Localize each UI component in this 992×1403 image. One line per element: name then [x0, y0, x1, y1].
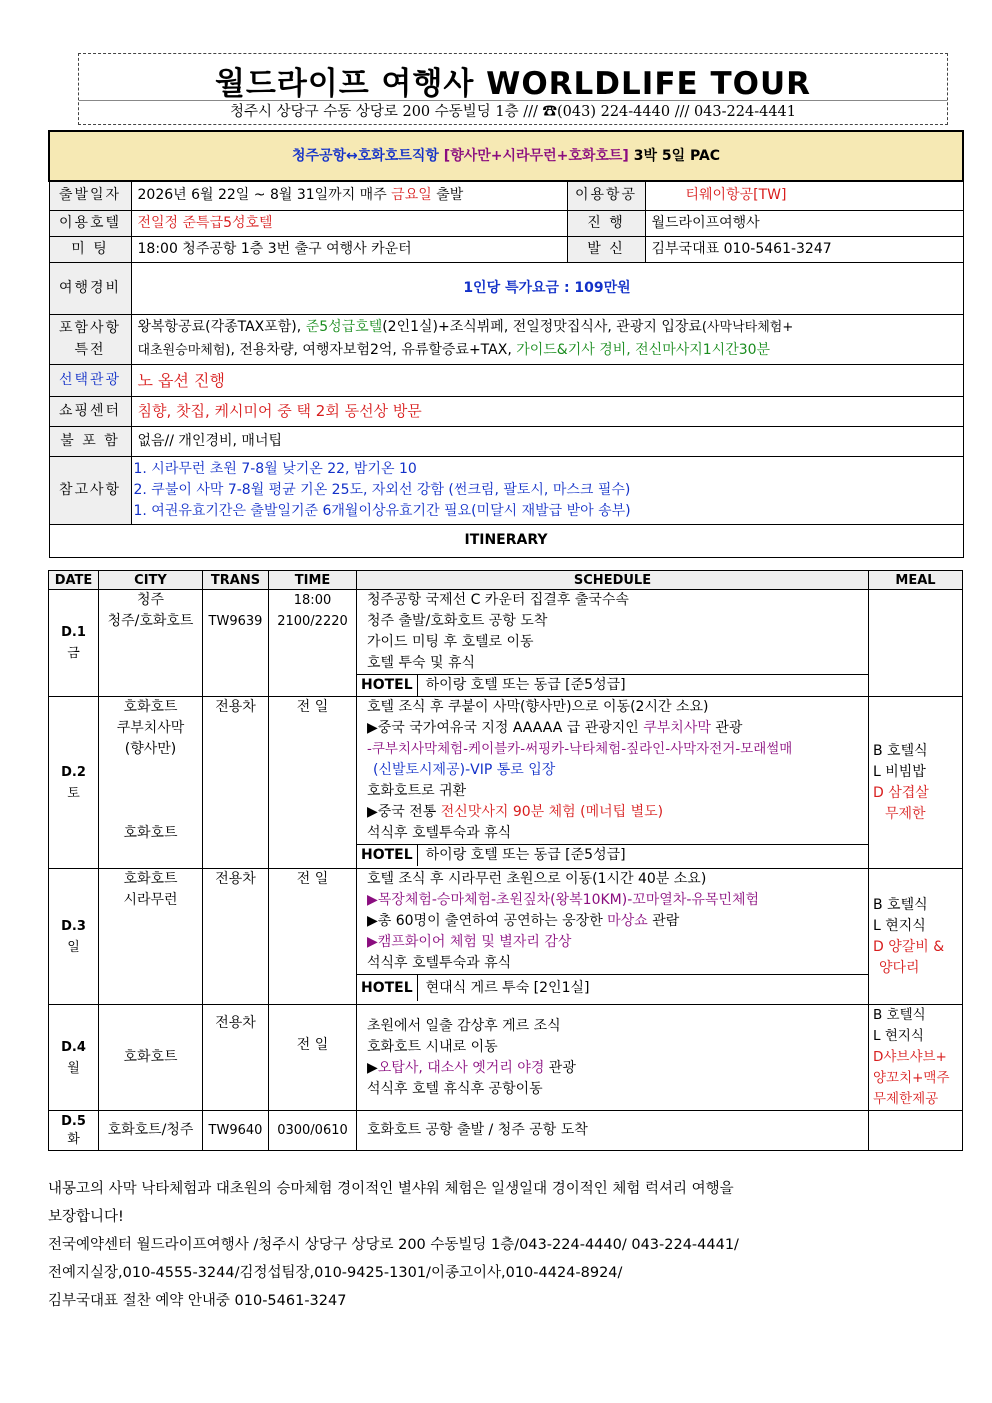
itinerary-heading: ITINERARY	[49, 524, 963, 557]
airline-label: 이용항공	[567, 181, 645, 210]
footer-line-2: 보장합니다!	[48, 1209, 124, 1225]
day3-city: 호화호트 시라무런	[99, 869, 203, 1005]
col-meal: MEAL	[869, 571, 963, 590]
company-header	[78, 53, 948, 125]
day2-trans: 전용차	[203, 697, 269, 869]
footer-line-4: 전예지실장,010-4555-3244/김정섭팀장,010-9425-1301/이종고이사,010-4424-8924/	[48, 1265, 623, 1281]
day1-hotel-tag: HOTEL	[357, 675, 418, 696]
itinerary-day-2	[49, 697, 963, 869]
product-title-destinations: [향사만+시라무런+호화호트]	[443, 147, 629, 164]
option-value: 노 옵션 진행	[131, 364, 963, 396]
day4-meal: B 호텔식 L 현지식 D샤브샤브+ 양꼬치+맥주 무제한제공	[869, 1005, 963, 1111]
day5-city: 호화호트/청주	[99, 1111, 203, 1151]
includes-label: 포함사항 특전	[49, 314, 131, 364]
day3-schedule: 호텔 조식 후 시라무런 초원으로 이동(1시간 40분 소요) ▶목장체험-승마체험-초원짚차(왕복10KM)-꼬마열차-유목민체험 ▶총 60명이 출연하여 공연하는 웅장한 마상쇼 관람 ▶캠프화이어 체험 및 별자리 감상 석식후 호텔투숙과 휴식 HOTEL 현대식 게르 투숙 [2인1실]	[357, 869, 869, 1005]
hotel-label: 이용호텔	[49, 210, 131, 236]
col-city: CITY	[99, 571, 203, 590]
day2-date: D.2 토	[49, 697, 99, 869]
excludes-value: 없음// 개인경비, 매너팁	[131, 426, 963, 456]
itinerary-table	[48, 570, 963, 1151]
itinerary-day-1	[49, 590, 963, 697]
itinerary-day-5	[49, 1111, 963, 1151]
day3-hotel-tag: HOTEL	[357, 975, 418, 1001]
footer-info	[48, 1175, 958, 1315]
day4-trans: 전용차	[203, 1005, 269, 1111]
footer-line-1: 내몽고의 사막 낙타체험과 대초원의 승마체험 경이적인 별샤워 체험은 일생일대 경이적인 체험 럭셔리 여행을	[48, 1181, 734, 1197]
excludes-label: 불 포 함	[49, 426, 131, 456]
day1-meal	[869, 590, 963, 697]
day2-city: 호화호트 쿠부치사막 (향사만) 호화호트	[99, 697, 203, 869]
day5-schedule: 호화호트 공항 출발 / 청주 공항 도착	[357, 1111, 869, 1151]
day4-date: D.4 월	[49, 1005, 99, 1111]
price-label: 여행경비	[49, 262, 131, 314]
notes-label: 참고사항	[49, 456, 131, 524]
itinerary-day-3	[49, 869, 963, 1005]
col-date: DATE	[49, 571, 99, 590]
day1-time: 18:00 2100/2220	[269, 590, 357, 697]
col-time: TIME	[269, 571, 357, 590]
note-3: 1. 여권유효기간은 출발일기준 6개월이상유효기간 필요(미달시 재발급 받아 송부)	[133, 502, 631, 519]
shopping-label: 쇼핑센터	[49, 396, 131, 426]
includes-value: 왕복항공료(각종TAX포함), 준5성급호텔(2인1실)+조식뷔페, 전일정맛집식사, 관광지 입장료(사막낙타체험+ 대초원승마체험), 전용차량, 여행자보험2억, 유류할증료+TAX, 가이드&기사 경비, 전신마사지1시간30분	[131, 314, 963, 364]
meeting-label: 미 팅	[49, 236, 131, 262]
day3-hotel: 현대식 게르 투숙 [2인1실]	[425, 980, 590, 996]
company-address: 청주시 상당구 수동 상당로 200 수동빌딩 1층 /// ☎(043) 224-4440 /// 043-224-4441	[79, 100, 947, 123]
day3-meal: B 호텔식 L 현지식 D 양갈비 & 양다리	[869, 869, 963, 1005]
day1-date: D.1 금	[49, 590, 99, 697]
departure-value: 2026년 6월 22일 ~ 8월 31일까지 매주 금요일 출발	[131, 181, 567, 210]
departure-label: 출발일자	[49, 181, 131, 210]
product-info-table	[48, 130, 964, 558]
hotel-value: 전일정 준특급5성호텔	[131, 210, 567, 236]
footer-line-5: 김부국대표 절찬 예약 안내중 010-5461-3247	[48, 1293, 347, 1309]
product-title-duration: 3박 5일 PAC	[628, 147, 721, 164]
day2-time: 전 일	[269, 697, 357, 869]
sender-value: 김부국대표 010-5461-3247	[645, 236, 963, 262]
day4-schedule: 초원에서 일출 감상후 게르 조식 호화호트 시내로 이동 ▶오탑사, 대소사 옛거리 야경 관광 석식후 호텔 휴식후 공항이동	[357, 1005, 869, 1111]
day2-schedule: 호텔 조식 후 쿠붙이 사막(향사만)으로 이동(2시간 소요) ▶중국 국가여유국 지정 AAAAA 급 관광지인 쿠부치사막 관광 -쿠부치사막체험-케이블카-써핑카-낙타체험-짚라인-사막자전거-모래썰매 (신발토시제공)-VIP 통로 입장 호화호트로 귀환 ▶중국 전통 전신맛사지 90분 체험 (메너팁 별도) 석식후 호텔투숙과 휴식 HOTEL 하이랑 호텔 또는 동급 [준5성급]	[357, 697, 869, 869]
note-2: 2. 쿠불이 사막 7-8월 평균 기온 25도, 자외선 강함 (썬크림, 팔토시, 마스크 필수)	[133, 481, 631, 498]
day2-meal: B 호텔식 L 비빔밥 D 삼겹살 무제한	[869, 697, 963, 869]
day1-schedule: 청주공항 국제선 C 카운터 집결후 출국수속 청주 출발/호화호트 공항 도착 가이드 미팅 후 호텔로 이동 호텔 투숙 및 휴식 HOTEL 하이랑 호텔 또는 동급 [준5성급]	[357, 590, 869, 697]
itinerary-day-4	[49, 1005, 963, 1111]
meeting-value: 18:00 청주공항 1층 3번 출구 여행사 카운터	[131, 236, 567, 262]
option-label: 선택관광	[49, 364, 131, 396]
day5-time: 0300/0610	[269, 1111, 357, 1151]
product-title	[49, 131, 963, 181]
col-schedule: SCHEDULE	[357, 571, 869, 590]
sender-label: 발 신	[567, 236, 645, 262]
day5-trans: TW9640	[203, 1111, 269, 1151]
notes-value	[131, 456, 963, 524]
operator-value: 월드라이프여행사	[645, 210, 963, 236]
day1-hotel: 하이랑 호텔 또는 동급 [준5성급]	[425, 677, 626, 693]
day3-trans: 전용차	[203, 869, 269, 1005]
day4-city: 호화호트	[99, 1005, 203, 1111]
day4-time: 전 일	[269, 1005, 357, 1111]
day2-hotel: 하이랑 호텔 또는 동급 [준5성급]	[425, 847, 626, 863]
company-title: 월드라이프 여행사 WORLDLIFE TOUR	[214, 66, 812, 102]
price-value: 1인당 특가요금 : 109만원	[131, 262, 963, 314]
day2-hotel-tag: HOTEL	[357, 845, 418, 866]
day1-city: 청주 청주/호화호트	[99, 590, 203, 697]
day3-time: 전 일	[269, 869, 357, 1005]
day1-trans: TW9639	[203, 590, 269, 697]
day3-date: D.3 일	[49, 869, 99, 1005]
shopping-value: 침향, 찻집, 케시미어 중 택 2회 동선상 방문	[131, 396, 963, 426]
note-1: 1. 시라무런 초원 7-8월 낮기온 22, 밤기온 10	[133, 460, 417, 477]
day5-date: D.5 화	[49, 1111, 99, 1151]
footer-line-3: 전국예약센터 월드라이프여행사 /청주시 상당구 상당로 200 수동빌딩 1층/043-224-4440/ 043-224-4441/	[48, 1237, 739, 1253]
col-trans: TRANS	[203, 571, 269, 590]
product-title-route: 청주공항↔호화호트직항	[291, 147, 444, 164]
day5-meal	[869, 1111, 963, 1151]
operator-label: 진 행	[567, 210, 645, 236]
airline-value: 티웨이항공[TW]	[645, 181, 963, 210]
